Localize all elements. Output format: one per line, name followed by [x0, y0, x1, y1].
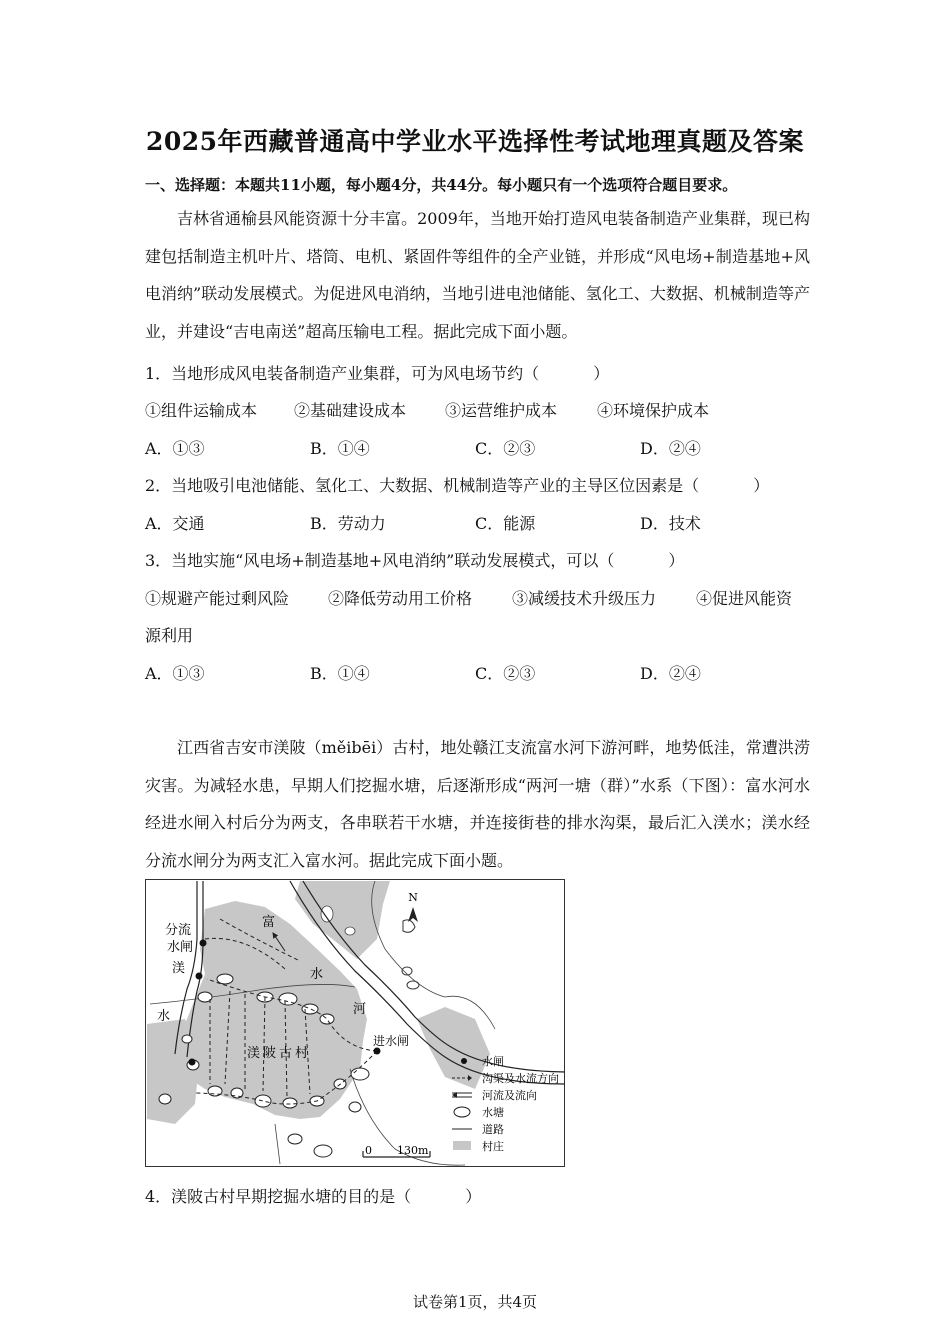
sluice-fenliu [200, 940, 207, 947]
label-fu: 富 [262, 915, 276, 930]
legend-canal: 沟渠及水流方向 [482, 1072, 559, 1085]
q1-item-1: ①组件运输成本 [145, 401, 258, 420]
question-1 [145, 361, 609, 384]
sluice-jinshui [374, 1048, 381, 1055]
question-2-stem: 2．当地吸引电池储能、氢化工、大数据、机械制造等产业的主导区位因素是（ [145, 476, 700, 495]
label-fu-shui: 水 [310, 967, 324, 982]
label-fu-he: 河 [353, 1002, 367, 1017]
question-2 [145, 473, 769, 496]
label-fenliu-2: 水闸 [167, 940, 194, 955]
north-label: N [408, 891, 418, 904]
question-1-close: ） [593, 364, 610, 383]
q2-option-c[interactable]: C．能源 [475, 514, 536, 533]
q3-item-4-cont: 源利用 [145, 626, 194, 645]
question-4-stem: 4．渼陂古村早期挖掘水塘的目的是（ [145, 1187, 412, 1206]
scale-value: 130m [397, 1144, 429, 1157]
passage-1: 吉林省通榆县风能资源十分丰富。2009年，当地开始打造风电装备制造产业集群，现已构建包括制造主机叶片、塔筒、电机、紧固件等组件的全产业链，并形成“风电场+制造基地+风电消纳”联动发展模式。为促进风电消纳，当地引进电池储能、氢化工、大数据、机械制造等产业，并建设“吉电南送”超高压输电工程。据此完成下面小题。 [145, 209, 810, 341]
passage-2: 江西省吉安市渼陂（měibēi）古村，地处赣江支流富水河下游河畔，地势低洼，常遭洪涝灾害。为减轻水患，早期人们挖掘水塘，后逐渐形成“两河一塘（群）”水系（下图）：富水河水经进水闸入村后分为两支，各串联若干水塘，并连接街巷的排水沟渠，最后汇入渼水；渼水经分流水闸分为两支汇入富水河。据此完成下面小题。 [145, 738, 810, 870]
section-heading: 一、选择题：本题共11小题，每小题4分，共44分。每小题只有一个选项符合题目要求。 [145, 176, 738, 194]
sluice-mei [196, 973, 203, 980]
q3-option-d[interactable]: D．②④ [640, 664, 701, 683]
label-village: 渼陂古村 [247, 1046, 312, 1061]
label-mei: 渼 [172, 961, 186, 976]
q2-option-b[interactable]: B．劳动力 [310, 514, 386, 533]
label-jinshuizha: 进水闸 [373, 1034, 410, 1048]
q1-option-d[interactable]: D．②④ [640, 439, 701, 458]
question-3-close: ） [668, 551, 685, 570]
q3-option-c[interactable]: C．②③ [475, 664, 536, 683]
page-title: 2025年西藏普通高中学业水平选择性考试地理真题及答案 [145, 127, 805, 156]
q3-option-b[interactable]: B．①④ [310, 664, 370, 683]
legend-road: 道路 [482, 1123, 504, 1136]
q1-option-b[interactable]: B．①④ [310, 439, 370, 458]
q3-item-3: ③减缓技术升级压力 [512, 589, 657, 608]
question-2-close: ） [753, 476, 770, 495]
question-1-stem: 1．当地形成风电装备制造产业集群，可为风电场节约（ [145, 364, 540, 383]
q1-item-4: ④环境保护成本 [597, 401, 710, 420]
question-3-stem: 3．当地实施“风电场+制造基地+风电消纳”联动发展模式，可以（ [145, 551, 615, 570]
label-fenliu-1: 分流 [165, 923, 192, 938]
q2-option-d[interactable]: D．技术 [640, 514, 701, 533]
q1-item-3: ③运营维护成本 [445, 401, 558, 420]
q3-item-2: ②降低劳动用工价格 [328, 589, 473, 608]
legend-pond: 水塘 [482, 1106, 504, 1119]
question-3 [145, 548, 684, 571]
question-4-close: ） [465, 1187, 482, 1206]
q1-item-2: ②基础建设成本 [294, 401, 407, 420]
q3-item-4: ④促进风能资 [696, 589, 793, 608]
q1-option-a[interactable]: A．①③ [145, 439, 205, 458]
label-mei-shui: 水 [157, 1009, 171, 1024]
legend-sluice: 水闸 [482, 1055, 504, 1068]
q1-option-c[interactable]: C．②③ [475, 439, 536, 458]
map-legend [448, 1052, 578, 1156]
scale-zero: 0 [365, 1144, 372, 1157]
legend-village: 村庄 [482, 1140, 504, 1153]
sluice-west [189, 1059, 196, 1066]
legend-river: 河流及流向 [482, 1089, 537, 1102]
question-4 [145, 1184, 481, 1207]
q2-option-a[interactable]: A．交通 [145, 514, 205, 533]
q3-option-a[interactable]: A．①③ [145, 664, 205, 683]
q3-item-1: ①规避产能过剩风险 [145, 589, 290, 608]
page-footer: 试卷第1页，共4页 [412, 1293, 538, 1311]
